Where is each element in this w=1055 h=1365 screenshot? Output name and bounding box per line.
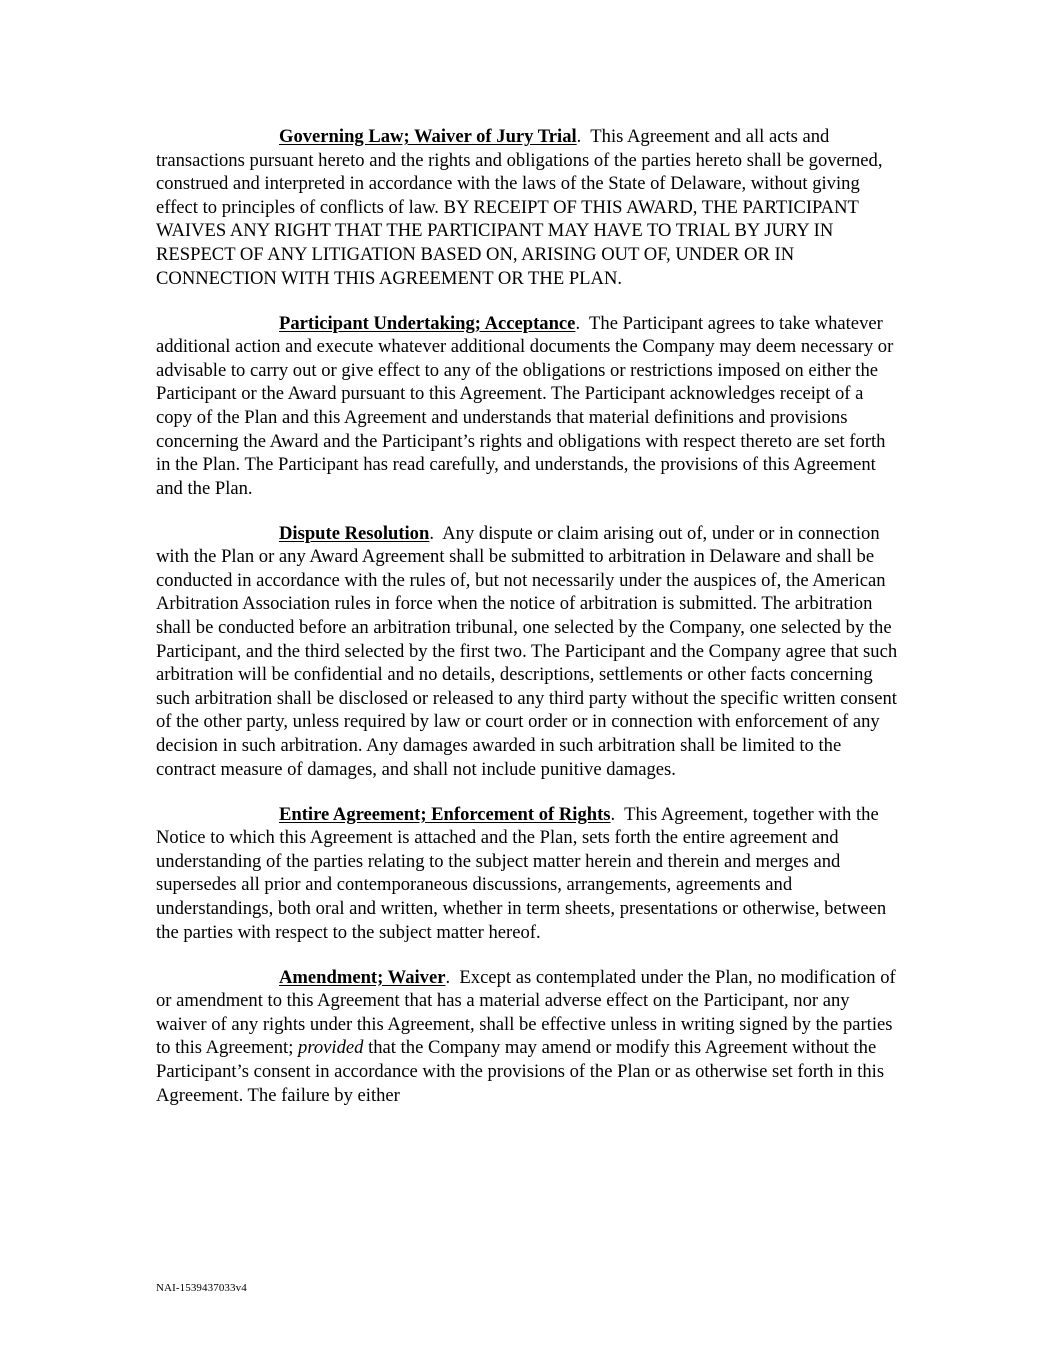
section-amendment-waiver bbox=[156, 966, 902, 1108]
section-text: Except as contemplated under the Plan, no modification of or amendment to this Agreement that has a material adverse effect on the Participant, nor any waiver of any rights under this Agreement, shall be effective unless in writing signed by the parties to this Agreement; bbox=[156, 966, 901, 1059]
section-governing-law bbox=[156, 125, 902, 290]
document-body bbox=[156, 125, 902, 1129]
section-text: This Agreement, together with the Notice to which this Agreement is attached and the Plan, sets forth the entire agreement and understanding of the parties relating to the subject matter herein and therein and merges and supersedes all prior and contemporaneous discussions, arrangements, agreements and understandings, both oral and written, whether in term sheets, presentations or otherwise, between the parties with respect to the subject matter hereof. bbox=[156, 803, 891, 943]
section-dispute-resolution bbox=[156, 522, 902, 782]
heading-punctuation: . bbox=[445, 966, 451, 988]
heading-punctuation: . bbox=[575, 312, 581, 334]
section-text-italic: provided bbox=[298, 1037, 364, 1059]
section-text: This Agreement and all acts and transactions pursuant hereto and the rights and obligations of the parties hereto shall be governed, construed and interpreted in accordance with the laws of the State of Delaware, without giving effect to principles of conflicts of law. BY RECEIPT OF THIS AWARD, THE PARTICIPANT WAIVES ANY RIGHT THAT THE PARTICIPANT MAY HAVE TO TRIAL BY JURY IN RESPECT OF ANY LITIGATION BASED ON, ARISING OUT OF, UNDER OR IN CONNECTION WITH THIS AGREEMENT OR THE PLAN. bbox=[156, 126, 888, 289]
section-text: Any dispute or claim arising out of, under or in connection with the Plan or any Award Agreement shall be submitted to arbitration in Delaware and shall be conducted in accordance with the rules of, but not necessarily under the auspices of, the American Arbitration Association rules in force when the notice of arbitration is submitted. The arbitration shall be conducted before an arbitration tribunal, one selected by the Company, one selected by the Participant, and the third selected by the first two. The Participant and the Company agree that such arbitration will be confidential and no details, descriptions, settlements or other facts concerning such arbitration shall be disclosed or released to any third party without the specific written consent of the other party, unless required by law or court order or in connection with enforcement of any decision in such arbitration. Any damages awarded in such arbitration shall be limited to the contract measure of damages, and shall not include punitive damages. bbox=[156, 522, 902, 780]
section-heading: Dispute Resolution bbox=[279, 522, 430, 544]
heading-punctuation: . bbox=[610, 803, 616, 825]
section-heading: Participant Undertaking; Acceptance bbox=[279, 312, 576, 334]
section-participant-undertaking bbox=[156, 312, 902, 501]
heading-punctuation: . bbox=[429, 522, 434, 544]
heading-punctuation: . bbox=[576, 126, 582, 147]
section-text-continued: that the Company may amend or modify this Agreement without the Participant’s consent in accordance with the provisions of the Plan or as otherwise set forth in this Agreement. The failure by either bbox=[156, 1037, 888, 1106]
section-heading: Governing Law; Waiver of Jury Trial bbox=[279, 126, 577, 147]
document-footer-id: NAI-1539437033v4 bbox=[156, 1282, 247, 1294]
section-heading: Entire Agreement; Enforcement of Rights bbox=[279, 803, 611, 825]
section-heading: Amendment; Waiver bbox=[279, 966, 446, 988]
section-entire-agreement bbox=[156, 803, 902, 945]
section-text: The Participant agrees to take whatever additional action and execute whatever additional documents the Company may deem necessary or advisable to carry out or give effect to any of the obligations or restrictions imposed on either the Participant or the Award pursuant to this Agreement. The Participant acknowledges receipt of a copy of the Plan and this Agreement and understands that material definitions and provisions concerning the Award and the Participant’s rights and obligations with respect thereto are set forth in the Plan. The Participant has read carefully, and understands, the provisions of this Agreement and the Plan. bbox=[156, 312, 898, 499]
